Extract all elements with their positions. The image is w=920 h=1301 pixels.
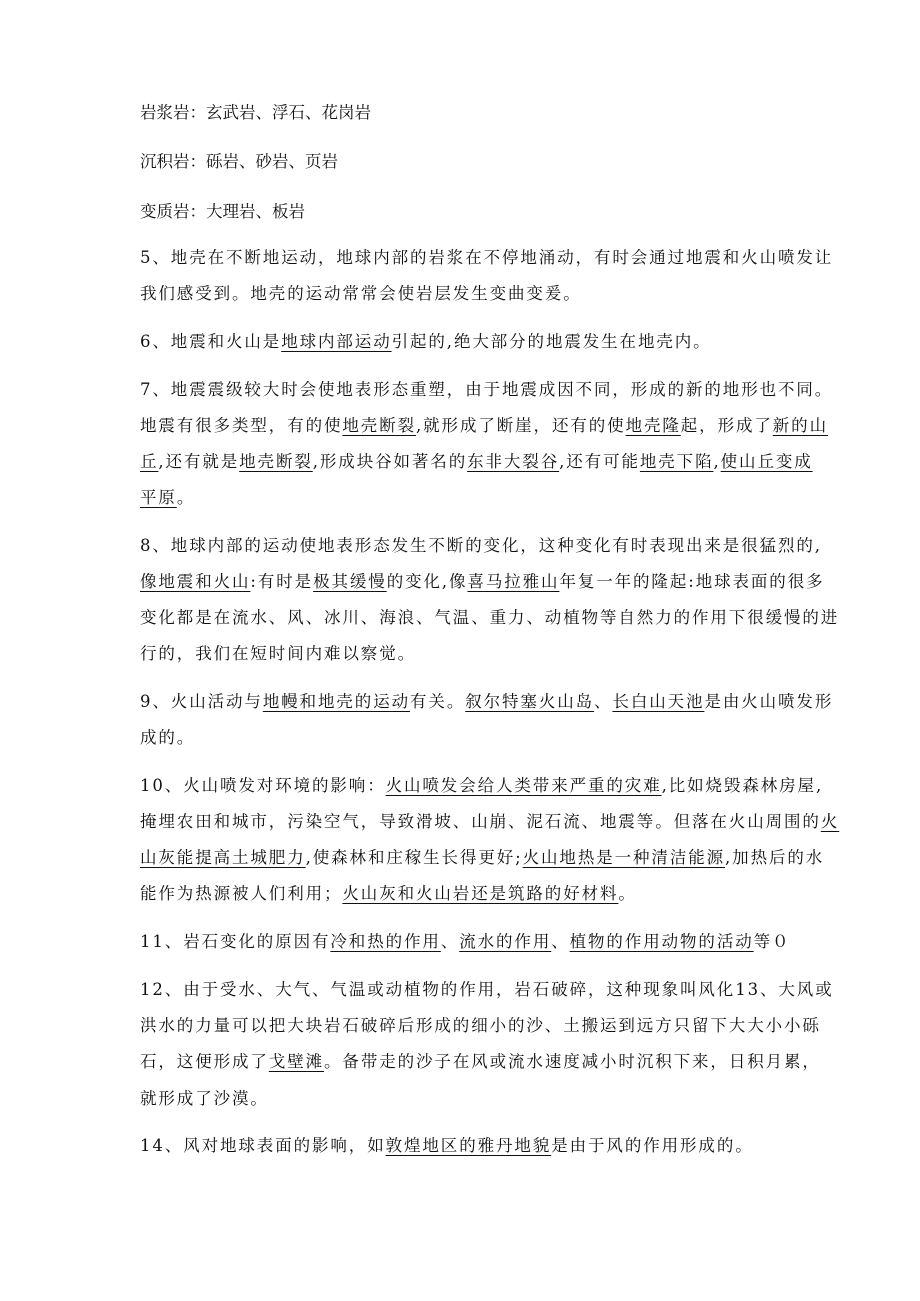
underlined-term: 使山丘变成: [720, 452, 813, 471]
underlined-term: 流水的作用: [459, 932, 552, 951]
text-line: 石，这便形成了戈壁滩。备带走的沙子在风或流水速度减小时沉积下来，日积月累，: [140, 1052, 821, 1071]
underlined-term: 植物的作用动物的活动: [569, 932, 754, 951]
text-line: 6、地震和火山是地球内部运动引起的,绝大部分的地震发生在地壳内。: [140, 332, 712, 351]
text-line: 丘,还有就是地壳断裂,形成块谷如著名的东非大裂谷,还有可能地壳下陷,使山丘变成: [140, 452, 813, 471]
underlined-term: 平原: [140, 488, 177, 507]
underlined-term: 地壳断裂: [342, 416, 417, 435]
underlined-term: 戈壁滩: [268, 1052, 325, 1071]
underlined-term: 敦煌地区的雅丹地貌: [385, 1136, 552, 1155]
text-line: 变质岩：大理岩、板岩: [140, 202, 305, 221]
underlined-term: 东非大裂谷: [467, 452, 560, 471]
underlined-term: 地壳下陷: [639, 452, 714, 471]
text-line: 8、地球内部的运动使地表形态发生不断的变化，这种变化有时表现出来是很猛烈的,: [140, 536, 822, 555]
text-line: 掩埋农田和城市，污染空气，导致滑坡、山崩、泥石流、地震等。但落在火山周围的火: [140, 812, 840, 831]
text-line: 平原。: [140, 488, 196, 507]
underlined-term: 地球内部运动: [281, 332, 392, 351]
text-line: 行的，我们在短时间内难以察觉。: [140, 644, 416, 663]
underlined-term: 火山喷发会给人类带来严重的灾难: [385, 776, 662, 795]
text-line: 地震有很多类型，有的使地壳断裂,就形成了断崖，还有的使地壳隆起，形成了新的山: [140, 416, 828, 435]
underlined-term: 地壳隆: [625, 416, 681, 435]
underlined-term: 山灰能提高土城肥力: [140, 848, 306, 867]
text-line: 岩浆岩：玄武岩、浮石、花岗岩: [140, 103, 371, 122]
text-line: 像地震和火山:有时是极其缓慢的变化,像喜马拉雅山年复一年的隆起:地球表面的很多: [140, 572, 825, 591]
underlined-term: 叙尔特塞火山岛: [465, 692, 595, 711]
underlined-term: 冷和热的作用: [330, 932, 441, 951]
text-line: 山灰能提高土城肥力,使森林和庄稼生长得更好;火山地热是一种清洁能源,加热后的水: [140, 848, 825, 867]
text-line: 5、地壳在不断地运动，地球内部的岩浆在不停地涌动，有时会通过地震和火山喷发让: [140, 248, 834, 267]
underlined-term: 长白山天池: [612, 692, 705, 711]
text-line: 我们感受到。地壳的运动常常会使岩层发生变曲变爰。: [140, 284, 582, 303]
underlined-term: 火: [820, 812, 840, 831]
underlined-term: 丘: [140, 452, 159, 471]
text-line: 10、火山喷发对环境的影响：火山喷发会给人类带来严重的灾难,比如烧毁森林房屋,: [140, 776, 824, 795]
text-line: 沉积岩：砾岩、砂岩、页岩: [140, 152, 338, 171]
underlined-term: 地幔和地壳的运动: [262, 692, 411, 711]
underlined-term: 新的山: [772, 416, 828, 435]
underlined-term: 极其缓慢: [313, 572, 387, 591]
underlined-term: 火山灰和火山岩还是筑路的好材料: [342, 884, 619, 903]
text-line: 11、岩石变化的原因有冷和热的作用、流水的作用、植物的作用动物的活动等０: [140, 932, 791, 951]
text-line: 洪水的力量可以把大块岩石破碎后形成的细小的沙、土搬运到远方只留下大大小小砾: [140, 1016, 821, 1035]
text-line: 成的。: [140, 728, 196, 747]
text-line: 7、地震震级较大时会使地表形态重塑，由于地震成因不同，形成的新的地形也不同。: [140, 380, 834, 399]
underlined-term: 火山地热是一种清洁能源: [522, 848, 726, 867]
text-line: 就形成了沙漠。: [140, 1089, 269, 1108]
text-line: 14、风对地球表面的影响，如敦煌地区的雅丹地貌是由于风的作用形成的。: [140, 1136, 754, 1155]
underlined-term: 地壳断裂: [239, 452, 313, 471]
text-line: 变化都是在流水、风、冰川、海浪、气温、重力、动植物等自然力的作用下很缓慢的进: [140, 608, 840, 627]
underlined-term: 喜马拉雅山: [467, 572, 560, 591]
text-line: 9、火山活动与地幔和地壳的运动有关。叙尔特塞火山岛、长白山天池是由火山喷发形: [140, 692, 834, 711]
text-line: 能作为热源被人们利用；火山灰和火山岩还是筑路的好材料。: [140, 884, 637, 903]
text-line: 12、由于受水、大气、气温或动植物的作用，岩石破碎，这种现象叫风化13、大风或: [140, 980, 834, 999]
underlined-term: 像地震和火山: [140, 572, 251, 591]
